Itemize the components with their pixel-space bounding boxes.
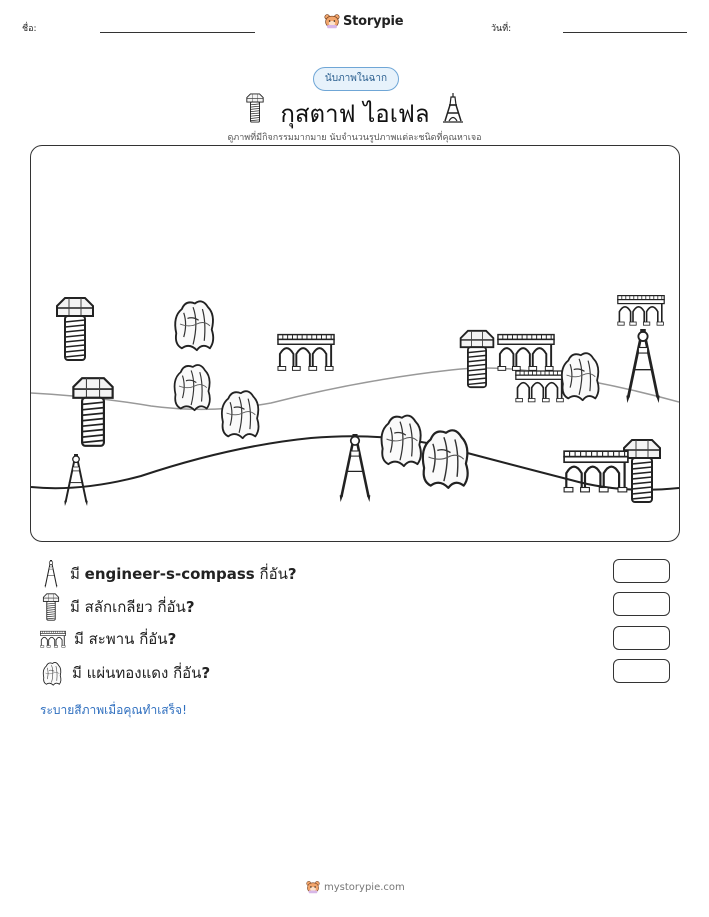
color-instruction: ระบายสีภาพเมื่อคุณทำเสร็จ! [40,703,187,717]
copper-sheet-icon [40,660,64,686]
bridge-item [278,335,334,371]
answer-box-bridge[interactable] [613,626,670,650]
counting-scene [30,145,680,542]
storypie-logo [324,13,403,29]
activity-tag: นับภาพในฉาก [313,67,399,91]
footer-brand [306,880,405,894]
page-subtitle: ดูภาพที่มีกิจกรรมมากมาย นับจำนวนรูปภาพแต่ละชนิดที่คุณหาเจอ [227,133,482,143]
question-text: มี สลักเกลียว กี่อัน? [70,598,195,616]
copper-sheet-item [423,430,468,487]
engineer-s-compass-icon [40,560,62,588]
compass-item [340,434,371,502]
storypie-bear-icon [324,13,340,29]
compass-item [64,454,87,506]
bolt-item [624,440,660,502]
footer-site: mystorypie.com [324,881,405,893]
copper-sheet-item [562,353,599,400]
compass-item [626,329,659,403]
bolt-item [57,298,93,360]
brand-name: Storypie [343,13,404,29]
bolt-icon [244,93,266,123]
copper-sheet-item [175,365,210,410]
bolt-item [461,331,494,387]
copper-sheet-item [222,391,259,438]
scene-illustration [31,146,679,541]
eiffel-tower-icon [443,93,463,123]
date-label: วันที่: [491,24,512,34]
answer-box-copper-sheet[interactable] [613,659,670,683]
answer-box-compass[interactable] [613,559,670,583]
question-text: มี สะพาน กี่อัน? [74,630,177,648]
answer-box-bolt[interactable] [613,592,670,616]
copper-sheet-item [175,301,213,350]
name-field[interactable] [100,32,255,33]
bridge-item [618,296,664,326]
date-field[interactable] [563,32,687,33]
name-label: ชื่อ: [22,24,37,34]
question-row [40,627,176,651]
question-row [40,660,210,686]
storypie-bear-icon [306,880,320,894]
bolt-item [73,378,112,446]
question-row [40,560,297,588]
bridge-item [498,335,554,371]
question-text: มี engineer-s-compass กี่อัน? [70,565,297,583]
page-title: กุสตาฟ ไอเฟล [280,100,430,128]
bridge-icon [40,629,66,649]
copper-sheet-item [382,416,421,467]
bridge-item [516,371,564,402]
question-row [40,593,195,621]
question-text: มี แผ่นทองแดง กี่อัน? [72,664,211,682]
bolt-icon [40,593,62,621]
